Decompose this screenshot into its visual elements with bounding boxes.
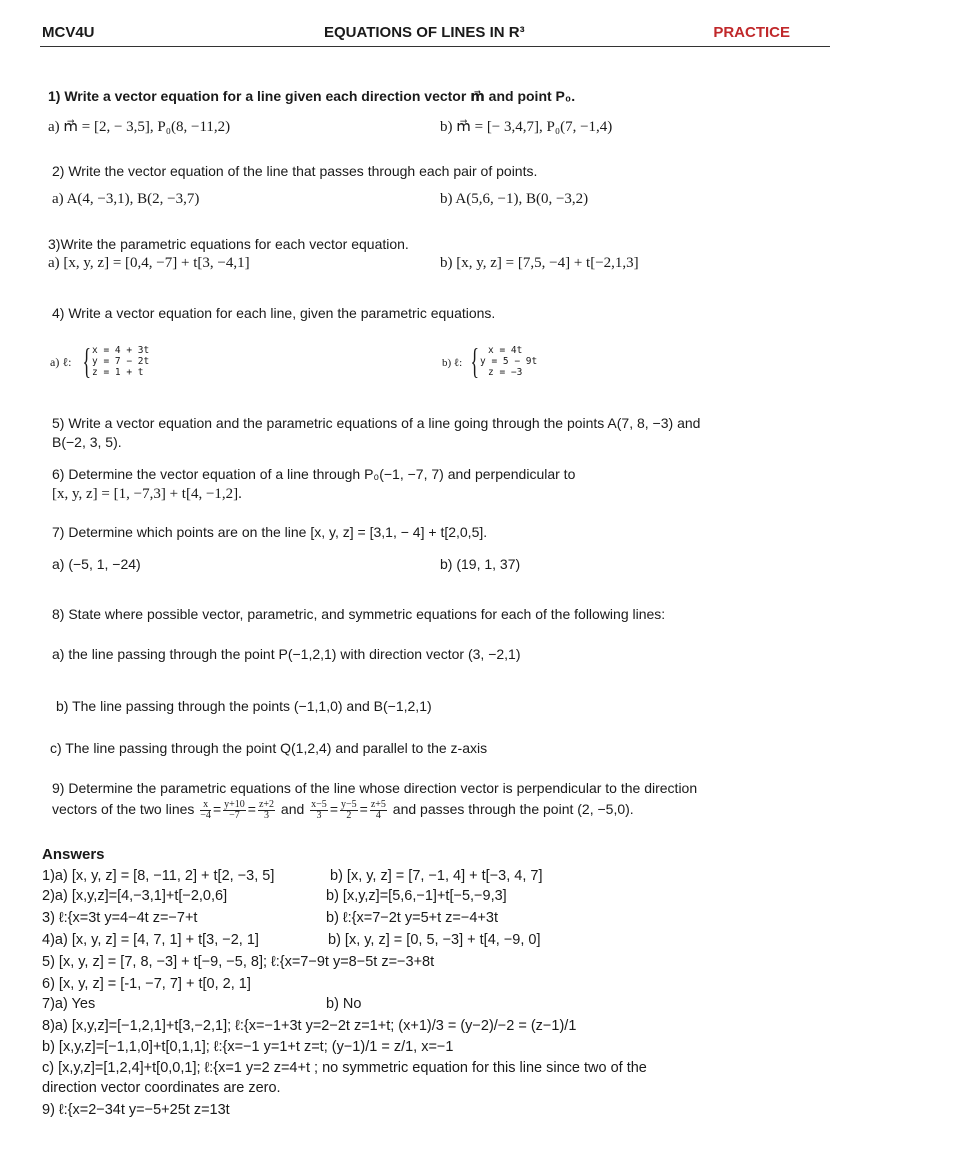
question-8c: c) The line passing through the point Q(1,2,4) and parallel to the z-axis xyxy=(50,740,488,756)
question-4b-system: x = 4t y = 5 − 9t z = −3 xyxy=(480,345,538,378)
question-6-line1: 6) Determine the vector equation of a line through P₀(−1, −7, 7) and perpendicular to xyxy=(52,466,576,482)
fraction: $\frac{z+5}{4}$ xyxy=(370,799,386,821)
answer-4b: b) [x, y, z] = [0, 5, −3] + t[4, −9, 0] xyxy=(328,932,541,948)
question-7-stem: 7) Determine which points are on the line [x, y, z] = [3,1, − 4] + t[2,0,5]. xyxy=(52,524,488,540)
answer-8c-line1: c) [x,y,z]=[1,2,4]+t[0,0,1]; ℓ:{x=1 y=2 z=4+t ; no symmetric equation for this line since two of the xyxy=(42,1060,647,1076)
answer-7a: 7)a) Yes xyxy=(42,996,96,1012)
question-4b-label: b) ℓ: xyxy=(442,357,463,369)
question-1-stem: 1) Write a vector equation for a line given each direction vector m⃗ and point P₀. xyxy=(48,88,576,104)
question-8b: b) The line passing through the points (−1,1,0) and B(−1,2,1) xyxy=(56,698,432,714)
question-7a: a) (−5, 1, −24) xyxy=(52,556,141,572)
question-7b: b) (19, 1, 37) xyxy=(440,556,521,572)
question-1a: a) m⃗ = [2, − 3,5], P₀(8, −11,2) xyxy=(48,119,231,135)
question-9-line1: 9) Determine the parametric equations of the line whose direction vector is perpendicular to the direction xyxy=(52,780,698,796)
question-3-stem: 3)Write the parametric equations for each vector equation. xyxy=(48,236,409,252)
answer-4a: 4)a) [x, y, z] = [4, 7, 1] + t[3, −2, 1] xyxy=(42,932,259,948)
answer-8c-line2: direction vector coordinates are zero. xyxy=(42,1080,281,1096)
answer-8a: 8)a) [x,y,z]=[−1,2,1]+t[3,−2,1]; ℓ:{x=−1+3t y=2−2t z=1+t; (x+1)/3 = (y−2)/−2 = (z−1)/1 xyxy=(42,1018,577,1034)
fraction: $\frac{y+10}{-7}$ xyxy=(224,799,245,821)
question-4a-system: x = 4 + 3t y = 7 − 2t z = 1 + t xyxy=(92,345,150,378)
answer-3a: 3) ℓ:{x=3t y=4−4t z=−7+t xyxy=(42,910,198,926)
fraction: $\frac{z+2}{3}$ xyxy=(258,799,275,821)
fraction: $\frac{y-5}{2}$ xyxy=(341,799,357,821)
answer-6: 6) [x, y, z] = [-1, −7, 7] + t[0, 2, 1] xyxy=(42,976,251,992)
course-code: MCV4U xyxy=(42,24,95,41)
question-3b: b) [x, y, z] = [7,5, −4] + t[−2,1,3] xyxy=(440,255,639,271)
question-1b: b) m⃗ = [− 3,4,7], P₀(7, −1,4) xyxy=(440,119,613,135)
answer-9: 9) ℓ:{x=2−34t y=−5+25t z=13t xyxy=(42,1102,230,1118)
page-header xyxy=(40,24,830,47)
answer-5: 5) [x, y, z] = [7, 8, −3] + t[−9, −5, 8]; ℓ:{x=7−9t y=8−5t z=−3+8t xyxy=(42,954,435,970)
question-2b: b) A(5,6, −1), B(0, −3,2) xyxy=(440,191,589,207)
question-4-stem: 4) Write a vector equation for each line, given the parametric equations. xyxy=(52,305,496,321)
page-title: EQUATIONS OF LINES IN R³ xyxy=(324,24,525,41)
answers-heading: Answers xyxy=(42,846,105,863)
answer-7b: b) No xyxy=(326,996,362,1012)
question-8a: a) the line passing through the point P(−1,2,1) with direction vector (3, −2,1) xyxy=(52,646,521,662)
question-8-stem: 8) State where possible vector, parametric, and symmetric equations for each of the following lines: xyxy=(52,606,666,622)
question-2-stem: 2) Write the vector equation of the line that passes through each pair of points. xyxy=(52,163,538,179)
question-5-line1: 5) Write a vector equation and the parametric equations of a line going through the points A(7, 8, −3) and xyxy=(52,415,701,431)
answer-2b: b) [x,y,z]=[5,6,−1]+t[−5,−9,3] xyxy=(326,888,507,904)
answer-2a: 2)a) [x,y,z]=[4,−3,1]+t[−2,0,6] xyxy=(42,888,228,904)
answer-8b: b) [x,y,z]=[−1,1,0]+t[0,1,1]; ℓ:{x=−1 y=1+t z=t; (y−1)/1 = z/1, x=−1 xyxy=(42,1039,454,1055)
question-2a: a) A(4, −3,1), B(2, −3,7) xyxy=(52,191,200,207)
fraction: $\frac{x}{-4}$ xyxy=(200,799,211,821)
question-3a: a) [x, y, z] = [0,4, −7] + t[3, −4,1] xyxy=(48,255,250,271)
practice-label: PRACTICE xyxy=(713,24,790,41)
answer-3b: b) ℓ:{x=7−2t y=5+t z=−4+3t xyxy=(326,910,498,926)
question-5-line2: B(−2, 3, 5). xyxy=(52,434,122,450)
question-4a-label: a) ℓ: xyxy=(50,355,72,369)
brace-icon: { xyxy=(470,341,479,381)
question-9-line2: vectors of the two lines $\frac{x}{-4}$ = $\frac{y+10}{-7}$ = $\frac{z+2}{3}$ and $\frac{x-5}{3}$ = $\frac{y-5}{2}$ = $\frac{z+5}{4}$ and passes through the point (2, −5,0). xyxy=(52,799,634,821)
fraction: $\frac{x-5}{3}$ xyxy=(311,799,327,821)
answer-1b: b) [x, y, z] = [7, −1, 4] + t[−3, 4, 7] xyxy=(330,868,543,884)
question-6-line2: [x, y, z] = [1, −7,3] + t[4, −1,2]. xyxy=(52,486,242,502)
answer-1a: 1)a) [x, y, z] = [8, −11, 2] + t[2, −3, 5] xyxy=(42,868,275,884)
brace-icon: { xyxy=(82,341,91,381)
